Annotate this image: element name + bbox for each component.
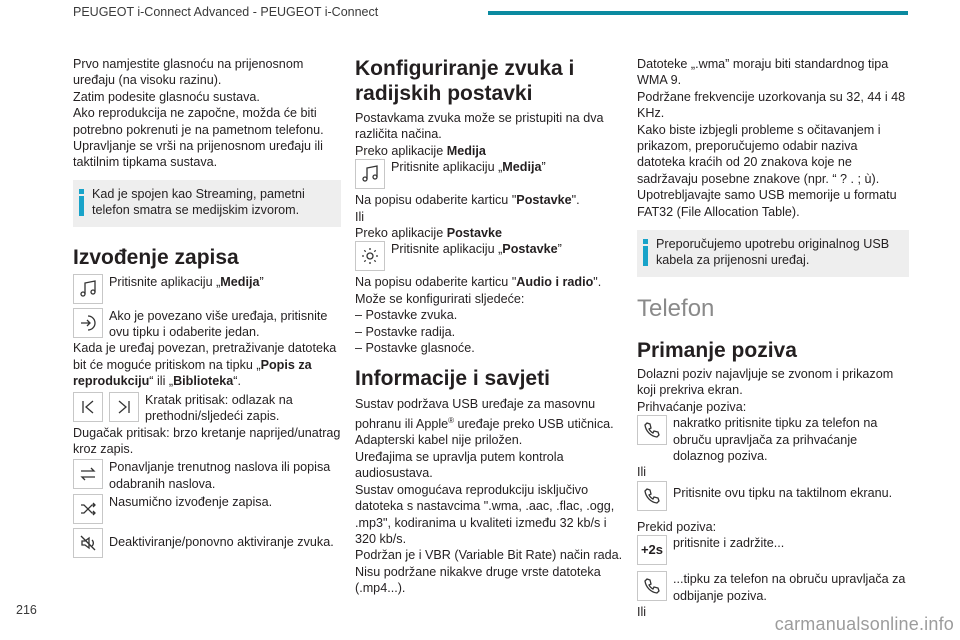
music-note-icon: [355, 159, 385, 189]
paragraph: Zatim podesite glasnoću sustava.: [73, 89, 260, 104]
paragraph: Adapterski kabel nije priložen.: [355, 433, 523, 448]
paragraph: Prvo namjestite glasnoću na prijenosnom uređaju (na visoku razinu).: [73, 57, 304, 88]
icon-row: [355, 241, 623, 271]
column-right: [637, 56, 909, 620]
next-track-icon: [109, 392, 139, 422]
phone-icon: [637, 415, 667, 445]
label: ”: [557, 242, 562, 257]
mute-icon: [73, 528, 103, 558]
info-icon: [643, 239, 648, 269]
label: nakratko pritisnite tipku za telefon na obruču upravljača za prihvaćanje dolaznog poziva.: [673, 416, 878, 463]
icon-row: [73, 392, 341, 425]
label: Pritisnite aplikaciju „: [391, 160, 503, 175]
icon-row: [355, 159, 623, 189]
paragraph: Dolazni poziv najavljuje se zvonom i prikazom koji prekriva ekran.: [637, 366, 894, 398]
icon-row: [73, 274, 341, 304]
label: ...tipku za telefon na obruču upravljača za odbijanje poziva.: [673, 572, 906, 603]
paragraph: Nisu podržane nikakve druge vrste datoteka (.mp4...).: [355, 564, 601, 596]
paragraph: Datoteke „.wma” moraju biti standardnog tipa WMA 9.: [637, 57, 889, 88]
list-item: – Postavke glasnoće.: [355, 341, 475, 356]
repeat-icon: [73, 459, 103, 489]
music-note-icon: [73, 274, 103, 304]
previous-track-icon: [73, 392, 103, 422]
paragraph: Preko aplikacije Postavke: [355, 226, 503, 241]
paragraph: Na popisu odaberite karticu "Audio i radio".: [355, 275, 602, 290]
paragraph: Postavkama zvuka može se pristupiti na dva različita načina.: [355, 111, 604, 142]
info-note: [73, 180, 341, 227]
paragraph: Dugačak pritisak: brzo kretanje naprijed/unatrag kroz zapis.: [73, 425, 341, 456]
paragraph: Upotrebljavajte samo USB memorije u formatu FAT32 (File Allocation Table).: [637, 188, 897, 219]
list-item: – Postavke radija.: [355, 324, 456, 339]
label: Kratak pritisak: odlazak na prethodni/sljedeći zapis.: [145, 392, 293, 424]
icon-row: [637, 571, 909, 604]
label: ”: [541, 160, 546, 175]
label: Pritisnite ovu tipku na taktilnom ekranu.: [673, 485, 893, 500]
paragraph: Upravljanje se vrši na prijenosnom uređaju ili taktilnim tipkama sustava.: [73, 139, 323, 170]
page-number: 216: [16, 603, 37, 617]
watermark: carmanualsonline.info: [774, 614, 954, 634]
label: ”: [259, 274, 264, 289]
header-accent-bar: [488, 11, 908, 15]
paragraph: Ili: [637, 465, 647, 480]
paragraph: Podržane frekvencije uzorkovanja su 32, 44 i 48 KHz.: [637, 89, 906, 121]
info-note: [637, 230, 909, 277]
label-bold: Medija: [220, 274, 260, 289]
column-left: [73, 56, 341, 558]
paragraph: Može se konfigurirati sljedeće:: [355, 291, 525, 306]
info-note-text: Kad je spojen kao Streaming, pametni telefon smatra se medijskim izvorom.: [92, 186, 305, 218]
paragraph: Ako reprodukcija ne započne, možda će biti potrebno pokrenuti je na pametnom telefonu.: [73, 106, 324, 137]
section-heading: Konfiguriranje zvuka i radijskih postavki: [355, 57, 575, 105]
column-middle: [355, 56, 623, 597]
paragraph: Prekid poziva:: [637, 519, 717, 534]
label: Pritisnite aplikaciju „: [391, 242, 503, 257]
paragraph: Kako biste izbjegli probleme s očitavanjem i prikazom, preporučujemo odabir naziva datoteka kraćih od 20 znakova koje ne sadržavaju posebne znakove (npr. “ ? . ; ù).: [637, 122, 881, 186]
icon-row: [73, 494, 341, 524]
shuffle-icon: [73, 494, 103, 524]
chapter-heading: Telefon: [637, 294, 715, 322]
label-bold: Medija: [502, 160, 542, 175]
list-item: – Postavke zvuka.: [355, 308, 458, 323]
icon-row: [73, 528, 341, 558]
paragraph: Prihvaćanje poziva:: [637, 399, 747, 414]
paragraph: Sustav podržava USB uređaje za masovnu pohranu ili Apple® uređaje preko USB utičnica.: [355, 397, 614, 432]
gear-icon: [355, 241, 385, 271]
label: Deaktiviranje/ponovno aktiviranje zvuka.: [109, 535, 334, 550]
icon-row: [73, 459, 341, 492]
label-bold: Postavke: [502, 242, 558, 257]
label: Ponavljanje trenutnog naslova ili popisa odabranih naslova.: [109, 460, 331, 491]
paragraph: Ili: [355, 209, 365, 224]
label: Ako je povezano više uređaja, pritisnite ovu tipku i odaberite jedan.: [109, 308, 328, 340]
info-note-text: Preporučujemo upotrebu originalnog USB kabela za prijenosni uređaj.: [656, 237, 890, 268]
source-select-icon: [73, 308, 103, 338]
paragraph: Preko aplikacije Medija: [355, 143, 486, 158]
phone-icon: [637, 481, 667, 511]
section-heading: Primanje poziva: [637, 338, 797, 362]
icon-row: [637, 415, 909, 464]
label: Pritisnite aplikaciju „: [109, 274, 221, 289]
phone-icon: [637, 571, 667, 601]
label: Nasumično izvođenje zapisa.: [109, 495, 273, 510]
hold-two-seconds-icon: +2s: [637, 535, 667, 565]
paragraph: Uređajima se upravlja putem kontrola audiosustava.: [355, 449, 564, 481]
icon-row: [73, 308, 341, 341]
label: pritisnite i zadržite...: [673, 536, 785, 551]
info-icon: [79, 189, 84, 219]
section-heading: Izvođenje zapisa: [73, 245, 239, 269]
paragraph: Podržan je i VBR (Variable Bit Rate) način rada.: [355, 548, 623, 563]
section-heading: Informacije i savjeti: [355, 367, 550, 391]
paragraph: Sustav omogućava reprodukciju isključivo datoteka s nastavcima ".wma, .aac, .flac, .ogg, .mp3", kodiranima u kvaliteti između 32 kb/s i 320 kb/s.: [355, 482, 615, 546]
paragraph: Kada je uređaj povezan, pretraživanje datoteka bit će moguće pritiskom na tipku „Popis za reprodukciju“ ili „Biblioteka“.: [73, 341, 337, 389]
paragraph: Ili: [637, 604, 647, 619]
icon-row: [637, 535, 909, 565]
icon-row: [637, 481, 909, 511]
paragraph: Na popisu odaberite karticu "Postavke".: [355, 193, 580, 208]
header-title: PEUGEOT i-Connect Advanced - PEUGEOT i-Connect: [73, 5, 379, 19]
